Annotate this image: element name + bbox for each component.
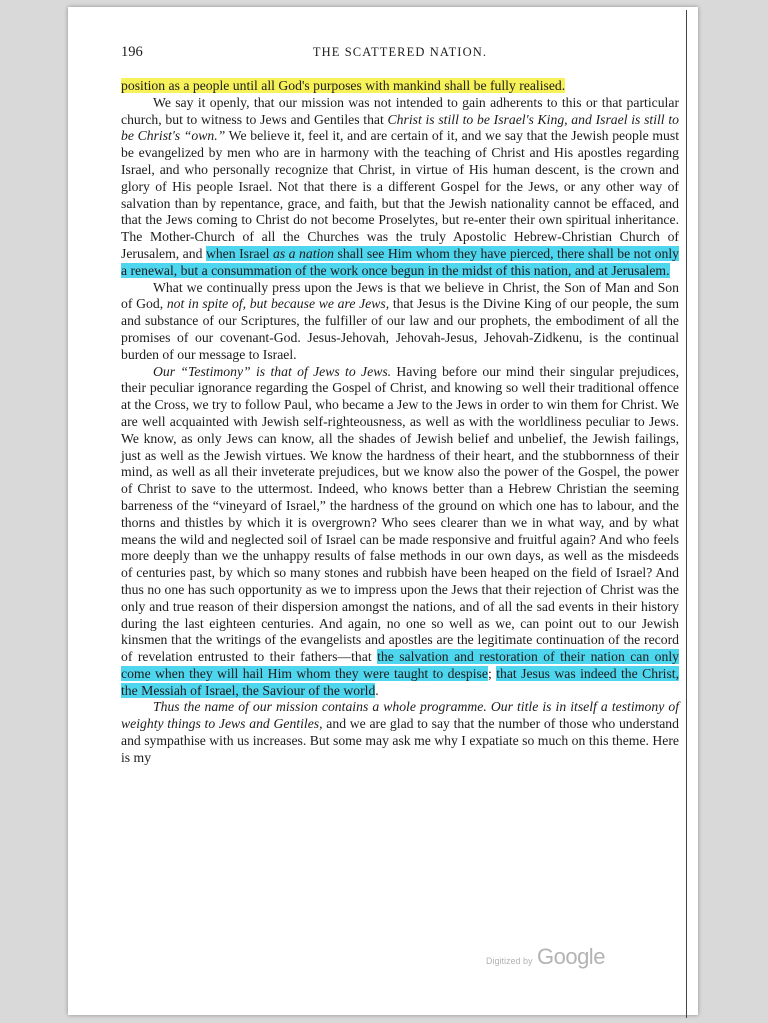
text-run: What we continually press upon the Jews is that we believe in Christ, the Son of Man and Son of God, <box>121 279 679 312</box>
page-edge-line <box>686 10 687 1018</box>
text-run: ; <box>487 665 497 681</box>
paragraph-1 <box>121 78 679 95</box>
page-header <box>121 44 679 78</box>
paragraph-3 <box>121 280 679 364</box>
page-content <box>121 44 679 767</box>
text-run: that Jesus is the Divine King of our people, the sum and substance of our Scriptures, the fulfiller of our law and our prophets, the embodiment of all the promises of our covenant-God. Jesus-Jehovah, Jehovah-Jesus, Jehovah-Zidkenu, is the continual burden of our message to Israel. <box>121 296 679 362</box>
page-number: 196 <box>121 44 143 60</box>
watermark-logo-text: Google <box>536 944 605 969</box>
highlight-cyan: that Jesus was indeed the Christ, the Messiah of Israel, the Saviour of the world <box>121 665 679 698</box>
text-run: Having before our mind their singular prejudices, their peculiar ignorance regarding the Gospel of Christ, and knowing so well their traditional offence at the Cross, we try to follow Paul, who became a Jew to the Jews in order to win them for Christ. We are well acquainted with Jewish self-righteousness, as well as with the worldliness peculiar to Jews. We know, as only Jews can know, all the shades of Jewish belief and unbelief, the Jewish failings, just as well as the Jewish virtues. We know the hardness of their heart, and the stubbornness of their mind, as well as all their inveterate prejudices, but we know also the power of the Gospel, the power of Christ to save to the uttermost. Indeed, who knows better than a Hebrew Christian the seeming barreness of the “vineyard of Israel,” the hardness of the ground on which one has to labour, and the thorns and thistles by which it is overgrown? Who sees clearer than we in what way, and by what means the wild and neglected soil of Israel can be made responsive and fruitful again? And who feels more deeply than we the unhappy results of false methods in our own days, as well as the misdeeds of centuries past, by which so many stones and rubbish have been heaped on the field of Israel? And thus no one has such opportunity as we to impress upon the Jews that their rejection of Christ was the only and true reason of their dispersion amongst the nations, and of all the sad events in their history during the last eighteen centuries. And again, no one so well as we, can point out to our Jewish kinsmen that the writings of the evangelists and apostles are the legitimate continuation of the record of revelation entrusted to their fathers—that <box>121 363 679 665</box>
google-watermark <box>486 944 636 970</box>
paragraph-2 <box>121 95 679 280</box>
text-run: We say it openly, that our mission was not intended to gain adherents to this or that particular church, but to witness to Jews and Gentiles that <box>121 94 679 127</box>
italic-run: as a nation <box>273 245 335 261</box>
italic-run: Thus the name of our mission contains a whole programme. Our title is in itself a testimony of weighty things to Jews and Gentiles, <box>121 699 679 732</box>
highlight-yellow: position as a people until all God's purposes with mankind shall be fully realised. <box>121 78 566 93</box>
text-run: shall see Him whom they have pierced, there shall be not only a renewal, but a consummation of the work once begun in the midst of this nation, and at Jerusalem. <box>121 245 680 278</box>
paragraph-5 <box>121 699 679 766</box>
paragraph-4 <box>121 364 679 700</box>
highlight-cyan: the salvation and restoration of their nation can only come when they will hail Him whom they were taught to despise <box>121 649 679 681</box>
italic-run: Christ is still to be Israel's King, and Israel is still to be Christ's “own.” <box>121 111 679 144</box>
text-run: when Israel <box>205 245 273 261</box>
text-run: We believe it, feel it, and are certain of it, and we say that the Jewish people must be evangelized by men who are in harmony with the teaching of Christ and His apostles regarding Israel, and who personally recognize that Christ, in virtue of His human descent, is the crown and glory of His people Israel. Not that there is a different Gospel for the Jews, or any other way of salvation than by repentance, grace, and faith, but that the Jewish nationality cannot be effaced, and that the Jews coming to Christ do not become Proselytes, but re-enter their own spiritual inheritance. The Mother-Church of all the Churches was the truly Apostolic Hebrew-Christian Church of Jerusalem, and <box>121 128 680 261</box>
text-run: and we are glad to say that the number of those who understand and sympathise with us increases. But some may ask me why I expatiate so much on this theme. Here is my <box>121 716 679 765</box>
italic-run: Our “Testimony” is that of Jews to Jews. <box>153 363 392 379</box>
watermark-small-text: Digitized by <box>486 956 533 966</box>
italic-run: not in spite of, but because we are Jews, <box>166 296 390 312</box>
text-run: . <box>375 682 379 698</box>
running-title: THE SCATTERED NATION. <box>312 45 488 59</box>
